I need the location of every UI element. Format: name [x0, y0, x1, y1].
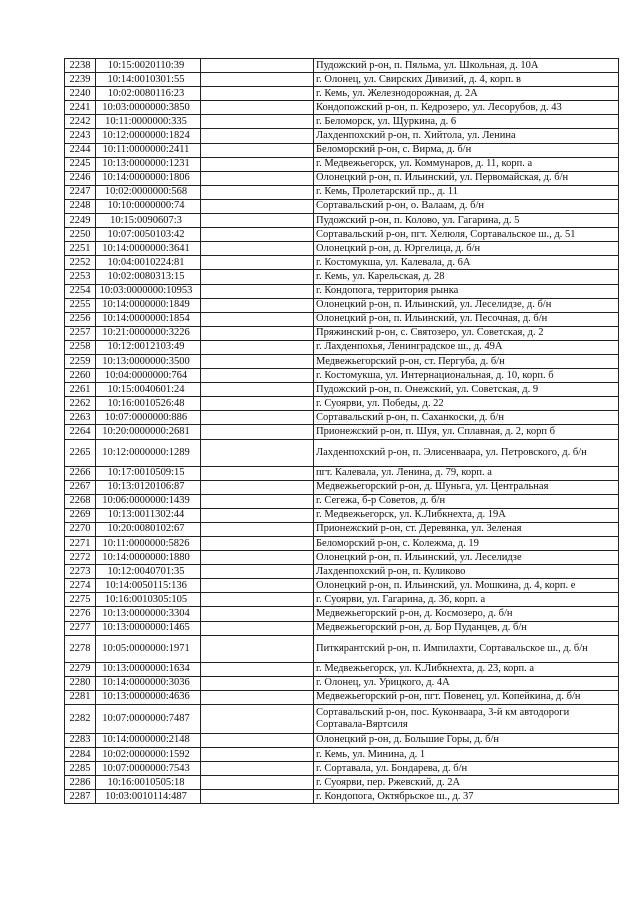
- address: Олонецкий р-он, п. Ильинский, ул. Песочная, д. б/н: [314, 312, 619, 326]
- row-number: 2268: [65, 494, 96, 508]
- table-row: [65, 369, 619, 383]
- table-row: [65, 411, 619, 425]
- address: Пудожский р-он, п. Колово, ул. Гагарина, д. 5: [314, 214, 619, 228]
- empty-cell: [201, 185, 314, 199]
- empty-cell: [201, 256, 314, 270]
- empty-cell: [201, 551, 314, 565]
- table-row: [65, 270, 619, 284]
- table-row: [65, 439, 619, 466]
- cadastral-number: 10:15:0020110:39: [96, 59, 201, 73]
- row-number: 2282: [65, 704, 96, 733]
- address: г. Кемь, ул. Железнодорожная, д. 2А: [314, 87, 619, 101]
- address: Олонецкий р-он, п. Ильинский, ул. Первомайская, д. б/н: [314, 171, 619, 185]
- empty-cell: [201, 199, 314, 213]
- address: г. Медвежьегорск, ул. К.Либкнехта, д. 19А: [314, 508, 619, 522]
- address: Олонецкий р-он, п. Ильинский, ул. Леселидзе: [314, 551, 619, 565]
- cadastral-number: 10:04:0010224:81: [96, 256, 201, 270]
- address: Медвежьегорский р-он, ст. Пергуба, д. б/н: [314, 354, 619, 368]
- row-number: 2267: [65, 480, 96, 494]
- table-row: [65, 579, 619, 593]
- cadastral-number: 10:06:0000000:1439: [96, 494, 201, 508]
- table-row: [65, 157, 619, 171]
- table-row: [65, 312, 619, 326]
- table-row: [65, 790, 619, 804]
- table-row: [65, 425, 619, 439]
- cadastral-number: 10:14:0000000:3036: [96, 676, 201, 690]
- row-number: 2256: [65, 312, 96, 326]
- empty-cell: [201, 171, 314, 185]
- row-number: 2270: [65, 522, 96, 536]
- address: г. Олонец, ул. Свирских Дивизий, д. 4, корп. в: [314, 73, 619, 87]
- row-number: 2249: [65, 214, 96, 228]
- row-number: 2262: [65, 397, 96, 411]
- empty-cell: [201, 270, 314, 284]
- address: Прионежский р-он, ст. Деревянка, ул. Зеленая: [314, 522, 619, 536]
- empty-cell: [201, 411, 314, 425]
- empty-cell: [201, 522, 314, 536]
- row-number: 2287: [65, 790, 96, 804]
- table-row: [65, 748, 619, 762]
- row-number: 2280: [65, 676, 96, 690]
- cadastral-number: 10:13:0000000:1231: [96, 157, 201, 171]
- cadastral-number: 10:16:0010505:18: [96, 776, 201, 790]
- table-row: [65, 537, 619, 551]
- address: Сортавальский р-он, о. Валаам, д. б/н: [314, 199, 619, 213]
- table-row: [65, 340, 619, 354]
- address: Олонецкий р-он, п. Ильинский, ул. Мошкина, д. 4, корп. е: [314, 579, 619, 593]
- address: г. Олонец, ул. Урицкого, д. 4А: [314, 676, 619, 690]
- address: г. Суоярви, ул. Гагарина, д. 36, корп. а: [314, 593, 619, 607]
- empty-cell: [201, 704, 314, 733]
- row-number: 2274: [65, 579, 96, 593]
- address: г. Беломорск, ул. Щуркина, д. 6: [314, 115, 619, 129]
- empty-cell: [201, 312, 314, 326]
- row-number: 2247: [65, 185, 96, 199]
- empty-cell: [201, 480, 314, 494]
- address: Беломорский р-он, с. Вирма, д. б/н: [314, 143, 619, 157]
- row-number: 2254: [65, 284, 96, 298]
- row-number: 2281: [65, 690, 96, 704]
- table-row: [65, 383, 619, 397]
- empty-cell: [201, 73, 314, 87]
- address: г. Сортавала, ул. Бондарева, д. б/н: [314, 762, 619, 776]
- cadastral-number: 10:11:0000000:335: [96, 115, 201, 129]
- table-row: [65, 621, 619, 635]
- table-row: [65, 284, 619, 298]
- cadastral-number: 10:14:0000000:1880: [96, 551, 201, 565]
- table-row: [65, 494, 619, 508]
- cadastral-number: 10:02:0000000:568: [96, 185, 201, 199]
- row-number: 2277: [65, 621, 96, 635]
- table-row: [65, 115, 619, 129]
- cadastral-number: 10:21:0000000:3226: [96, 326, 201, 340]
- empty-cell: [201, 790, 314, 804]
- row-number: 2264: [65, 425, 96, 439]
- table-row: [65, 607, 619, 621]
- row-number: 2275: [65, 593, 96, 607]
- row-number: 2271: [65, 537, 96, 551]
- empty-cell: [201, 143, 314, 157]
- row-number: 2260: [65, 369, 96, 383]
- cadastral-number: 10:05:0000000:1971: [96, 635, 201, 662]
- cadastral-number: 10:14:0000000:1854: [96, 312, 201, 326]
- empty-cell: [201, 129, 314, 143]
- empty-cell: [201, 157, 314, 171]
- cadastral-number: 10:14:0000000:3641: [96, 242, 201, 256]
- row-number: 2276: [65, 607, 96, 621]
- cadastral-number: 10:13:0000000:1634: [96, 662, 201, 676]
- cadastral-number: 10:07:0000000:886: [96, 411, 201, 425]
- address: Лахденпохский р-он, п. Элисенваара, ул. Петровского, д. б/н: [314, 439, 619, 466]
- address: г. Кемь, Пролетарский пр., д. 11: [314, 185, 619, 199]
- row-number: 2248: [65, 199, 96, 213]
- table-row: [65, 256, 619, 270]
- row-number: 2259: [65, 354, 96, 368]
- cadastral-number: 10:13:0000000:3500: [96, 354, 201, 368]
- row-number: 2285: [65, 762, 96, 776]
- table-row: [65, 129, 619, 143]
- table-row: [65, 59, 619, 73]
- empty-cell: [201, 59, 314, 73]
- table-row: [65, 397, 619, 411]
- cadastral-number: 10:14:0050115:136: [96, 579, 201, 593]
- cadastral-number: 10:14:0000000:1806: [96, 171, 201, 185]
- empty-cell: [201, 494, 314, 508]
- empty-cell: [201, 87, 314, 101]
- empty-cell: [201, 565, 314, 579]
- empty-cell: [201, 115, 314, 129]
- empty-cell: [201, 369, 314, 383]
- cadastral-number: 10:04:0000000:764: [96, 369, 201, 383]
- table-row: [65, 480, 619, 494]
- cadastral-number: 10:13:0000000:4636: [96, 690, 201, 704]
- cadastral-number: 10:14:0000000:2148: [96, 733, 201, 747]
- row-number: 2269: [65, 508, 96, 522]
- empty-cell: [201, 676, 314, 690]
- address: г. Сегежа, б-р Советов, д. б/н: [314, 494, 619, 508]
- empty-cell: [201, 284, 314, 298]
- row-number: 2266: [65, 466, 96, 480]
- row-number: 2240: [65, 87, 96, 101]
- row-number: 2257: [65, 326, 96, 340]
- table-row: [65, 326, 619, 340]
- cadastral-number: 10:02:0080116:23: [96, 87, 201, 101]
- address: г. Костомукша, ул. Калевала, д. 6А: [314, 256, 619, 270]
- row-number: 2286: [65, 776, 96, 790]
- address: г. Суоярви, ул. Победы, д. 22: [314, 397, 619, 411]
- cadastral-number: 10:12:0040701:35: [96, 565, 201, 579]
- row-number: 2283: [65, 733, 96, 747]
- cadastral-number: 10:03:0010114:487: [96, 790, 201, 804]
- empty-cell: [201, 537, 314, 551]
- empty-cell: [201, 662, 314, 676]
- row-number: 2265: [65, 439, 96, 466]
- address: Пудожский р-он, п. Пяльма, ул. Школьная, д. 10А: [314, 59, 619, 73]
- row-number: 2263: [65, 411, 96, 425]
- table-row: [65, 733, 619, 747]
- table-row: [65, 508, 619, 522]
- table-row: [65, 704, 619, 733]
- empty-cell: [201, 326, 314, 340]
- address: Медвежьегорский р-он, д. Шуньга, ул. Центральная: [314, 480, 619, 494]
- table-row: [65, 676, 619, 690]
- row-number: 2278: [65, 635, 96, 662]
- address: г. Костомукша, ул. Интернациональная, д. 10, корп. б: [314, 369, 619, 383]
- cadastral-number: 10:11:0000000:2411: [96, 143, 201, 157]
- empty-cell: [201, 635, 314, 662]
- address: г. Лахденпохья, Ленинградское ш., д. 49А: [314, 340, 619, 354]
- row-number: 2242: [65, 115, 96, 129]
- table-row: [65, 185, 619, 199]
- row-number: 2238: [65, 59, 96, 73]
- table-row: [65, 87, 619, 101]
- empty-cell: [201, 607, 314, 621]
- cadastral-number: 10:15:0040601:24: [96, 383, 201, 397]
- address: г. Медвежьегорск, ул. Коммунаров, д. 11, корп. а: [314, 157, 619, 171]
- registry-table-body: [65, 59, 619, 804]
- cadastral-number: 10:17:0010509:15: [96, 466, 201, 480]
- registry-table: [64, 58, 619, 804]
- address: Олонецкий р-он, д. Большие Горы, д. б/н: [314, 733, 619, 747]
- address: Сортавальский р-он, пос. Куконваара, 3-й км автодороги Сортавала-Вяртсиля: [314, 704, 619, 733]
- address: Медвежьегорский р-он, пгт. Повенец, ул. Копейкина, д. б/н: [314, 690, 619, 704]
- cadastral-number: 10:07:0000000:7487: [96, 704, 201, 733]
- cadastral-number: 10:02:0000000:1592: [96, 748, 201, 762]
- table-row: [65, 565, 619, 579]
- address: Олонецкий р-он, д. Юргелица, д. б/н: [314, 242, 619, 256]
- cadastral-number: 10:13:0000000:1465: [96, 621, 201, 635]
- cadastral-number: 10:13:0000000:3304: [96, 607, 201, 621]
- address: г. Кондопога, территория рынка: [314, 284, 619, 298]
- cadastral-number: 10:11:0000000:5826: [96, 537, 201, 551]
- table-row: [65, 214, 619, 228]
- empty-cell: [201, 383, 314, 397]
- address: Лахденпохский р-он, п. Хийтола, ул. Ленина: [314, 129, 619, 143]
- empty-cell: [201, 242, 314, 256]
- table-row: [65, 143, 619, 157]
- empty-cell: [201, 214, 314, 228]
- row-number: 2239: [65, 73, 96, 87]
- address: г. Кемь, ул. Карельская, д. 28: [314, 270, 619, 284]
- row-number: 2251: [65, 242, 96, 256]
- empty-cell: [201, 733, 314, 747]
- empty-cell: [201, 593, 314, 607]
- empty-cell: [201, 621, 314, 635]
- table-row: [65, 593, 619, 607]
- empty-cell: [201, 425, 314, 439]
- cadastral-number: 10:10:0000000:74: [96, 199, 201, 213]
- cadastral-number: 10:07:0050103:42: [96, 228, 201, 242]
- cadastral-number: 10:13:0120106:87: [96, 480, 201, 494]
- cadastral-number: 10:07:0000000:7543: [96, 762, 201, 776]
- table-row: [65, 101, 619, 115]
- row-number: 2241: [65, 101, 96, 115]
- cadastral-number: 10:12:0000000:1824: [96, 129, 201, 143]
- row-number: 2284: [65, 748, 96, 762]
- address: г. Суоярви, пер. Ржевский, д. 2А: [314, 776, 619, 790]
- address: Сортавальский р-он, п. Саханкоски, д. б/н: [314, 411, 619, 425]
- empty-cell: [201, 354, 314, 368]
- address: Сортавальский р-он, пгт. Хелюля, Сортавальское ш., д. 51: [314, 228, 619, 242]
- row-number: 2253: [65, 270, 96, 284]
- table-row: [65, 635, 619, 662]
- table-row: [65, 466, 619, 480]
- empty-cell: [201, 466, 314, 480]
- empty-cell: [201, 748, 314, 762]
- cadastral-number: 10:15:0090607:3: [96, 214, 201, 228]
- address: Олонецкий р-он, п. Ильинский, ул. Леселидзе, д. б/н: [314, 298, 619, 312]
- empty-cell: [201, 439, 314, 466]
- row-number: 2246: [65, 171, 96, 185]
- row-number: 2244: [65, 143, 96, 157]
- address: г. Кондопога, Октябрьское ш., д. 37: [314, 790, 619, 804]
- address: г. Медвежьегорск, ул. К.Либкнехта, д. 23, корп. а: [314, 662, 619, 676]
- address: г. Кемь, ул. Минина, д. 1: [314, 748, 619, 762]
- cadastral-number: 10:14:0000000:1849: [96, 298, 201, 312]
- row-number: 2272: [65, 551, 96, 565]
- cadastral-number: 10:13:0011302:44: [96, 508, 201, 522]
- empty-cell: [201, 690, 314, 704]
- empty-cell: [201, 340, 314, 354]
- cadastral-number: 10:20:0080102:67: [96, 522, 201, 536]
- empty-cell: [201, 508, 314, 522]
- table-row: [65, 551, 619, 565]
- empty-cell: [201, 298, 314, 312]
- row-number: 2273: [65, 565, 96, 579]
- empty-cell: [201, 397, 314, 411]
- address: Питкярантский р-он, п. Импилахти, Сортавальское ш., д. б/н: [314, 635, 619, 662]
- address: Беломорский р-он, с. Колежма, д. 19: [314, 537, 619, 551]
- empty-cell: [201, 101, 314, 115]
- row-number: 2252: [65, 256, 96, 270]
- row-number: 2258: [65, 340, 96, 354]
- table-row: [65, 242, 619, 256]
- table-row: [65, 73, 619, 87]
- row-number: 2245: [65, 157, 96, 171]
- table-row: [65, 298, 619, 312]
- table-row: [65, 228, 619, 242]
- address: Медвежьегорский р-он, д. Бор Пуданцев, д. б/н: [314, 621, 619, 635]
- empty-cell: [201, 579, 314, 593]
- cadastral-number: 10:03:0000000:10953: [96, 284, 201, 298]
- cadastral-number: 10:12:0000000:1289: [96, 439, 201, 466]
- row-number: 2279: [65, 662, 96, 676]
- table-row: [65, 171, 619, 185]
- cadastral-number: 10:03:0000000:3850: [96, 101, 201, 115]
- table-row: [65, 354, 619, 368]
- table-row: [65, 762, 619, 776]
- table-row: [65, 690, 619, 704]
- address: Медвежьегорский р-он, д. Космозеро, д. б/н: [314, 607, 619, 621]
- cadastral-number: 10:14:0010301:55: [96, 73, 201, 87]
- cadastral-number: 10:16:0010305:105: [96, 593, 201, 607]
- cadastral-number: 10:12:0012103:49: [96, 340, 201, 354]
- empty-cell: [201, 762, 314, 776]
- cadastral-number: 10:02:0080313:15: [96, 270, 201, 284]
- address: пгт. Калевала, ул. Ленина, д. 79, корп. а: [314, 466, 619, 480]
- row-number: 2250: [65, 228, 96, 242]
- row-number: 2255: [65, 298, 96, 312]
- address: Лахденпохский р-он, п. Куликово: [314, 565, 619, 579]
- row-number: 2243: [65, 129, 96, 143]
- table-row: [65, 776, 619, 790]
- address: Кондопожский р-он, п. Кедрозеро, ул. Лесорубов, д. 43: [314, 101, 619, 115]
- cadastral-number: 10:20:0000000:2681: [96, 425, 201, 439]
- table-row: [65, 199, 619, 213]
- cadastral-number: 10:16:0010526:48: [96, 397, 201, 411]
- empty-cell: [201, 776, 314, 790]
- row-number: 2261: [65, 383, 96, 397]
- table-row: [65, 522, 619, 536]
- empty-cell: [201, 228, 314, 242]
- address: Пряжинский р-он, с. Святозеро, ул. Советская, д. 2: [314, 326, 619, 340]
- address: Пудожский р-он, п. Онежский, ул. Советская, д. 9: [314, 383, 619, 397]
- address: Прионежский р-он, п. Шуя, ул. Сплавная, д. 2, корп б: [314, 425, 619, 439]
- table-row: [65, 662, 619, 676]
